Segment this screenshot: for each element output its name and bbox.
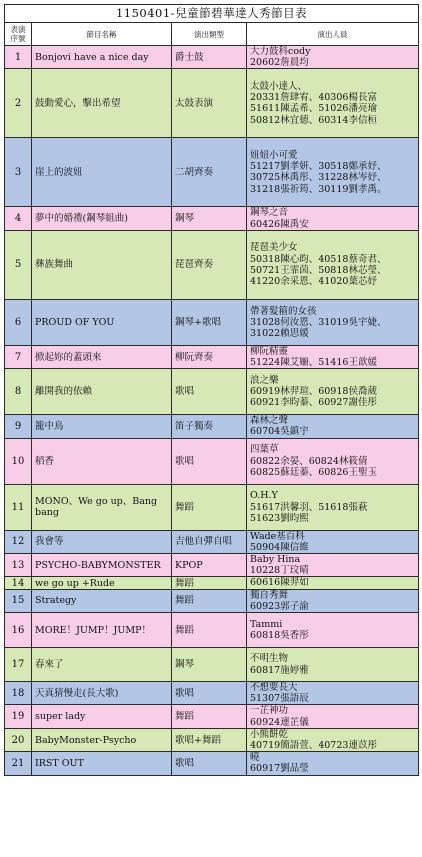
table-row [5, 415, 419, 438]
performers-cell [247, 530, 419, 553]
performer-line: 51224陳艾姍、51416王歆媛 [250, 357, 377, 369]
performers-cell [247, 728, 419, 751]
performer-line: 60921李昀蓁、60927謝佳彤 [250, 397, 377, 409]
header-no: 表演序號 [5, 23, 32, 46]
table-row [5, 46, 419, 69]
program-name: 春來了 [32, 648, 172, 682]
row-number: 15 [5, 589, 32, 612]
table-row [5, 752, 419, 775]
table-row [5, 705, 419, 728]
header-type: 演出類型 [172, 23, 247, 46]
performer-line: 30725林禹彤、31228林岑妤、 [250, 172, 387, 184]
table-row [5, 69, 419, 138]
performer-line: 10228丁玟晴 [250, 565, 309, 577]
row-number: 13 [5, 554, 32, 577]
performance-type: 歌唱 [172, 682, 247, 705]
performer-line: 40719簡語萱、40723連苡彤 [250, 740, 377, 752]
performers-cell [247, 682, 419, 705]
performers-cell [247, 705, 419, 728]
program-name: super lady [32, 705, 172, 728]
table-row [5, 554, 419, 577]
performers-cell [247, 69, 419, 138]
performer-line: Wade基百科 [250, 530, 305, 542]
performers-cell [247, 589, 419, 612]
program-sheet [4, 4, 418, 776]
header-performers: 演出人員 [247, 23, 419, 46]
performer-line: O.H.Y [250, 490, 278, 502]
performer-line: 50318陳心昀、40518蔡奇君、 [250, 253, 387, 265]
program-name: 彝族舞曲 [32, 230, 172, 299]
row-number: 6 [5, 299, 32, 345]
performer-line: 不明生物 [250, 653, 289, 665]
performer-line: 60817施婷雅 [250, 664, 309, 676]
table-row [5, 577, 419, 589]
performer-line: 四葉草 [250, 444, 279, 456]
performers-cell [247, 345, 419, 368]
performance-type: 吉他自彈自唱 [172, 530, 247, 553]
performance-type: 舞蹈 [172, 577, 247, 589]
performance-type: 歌唱 [172, 438, 247, 484]
performers-cell [247, 438, 419, 484]
table-row [5, 345, 419, 368]
table-row [5, 230, 419, 299]
performers-cell [247, 46, 419, 69]
performer-line: 51623劉昀熙 [250, 512, 309, 524]
program-name: 崖上的波妞 [32, 138, 172, 207]
performer-line: 60825蘇廷蓁、60826王聖玉 [250, 466, 377, 478]
program-name: IRST OUT [32, 752, 172, 775]
performer-line: 太鼓小達人、 [250, 81, 308, 92]
table-row [5, 728, 419, 751]
performers-cell [247, 484, 419, 530]
performers-cell [247, 648, 419, 682]
program-name: 掀起妳的蓋頭來 [32, 345, 172, 368]
table-row [5, 369, 419, 415]
row-number: 19 [5, 705, 32, 728]
performance-type: 爵士鼓 [172, 46, 247, 69]
program-name: 離開我的依賴 [32, 369, 172, 415]
table-row [5, 484, 419, 530]
performance-type: 二胡齊奏 [172, 138, 247, 207]
program-name: PSYCHO-BABYMONSTER [32, 554, 172, 577]
performer-line: 51217劉孝妍、30518鄭承妤、 [250, 161, 387, 173]
performance-type: KPOP [172, 554, 247, 577]
row-number: 14 [5, 577, 32, 589]
row-number: 18 [5, 682, 32, 705]
performers-cell [247, 415, 419, 438]
table-row [5, 530, 419, 553]
performer-line: 51611陳孟希、51026潘亮瑜 [250, 103, 377, 115]
performer-line: 20331詹肆宥、40306楊長富 [250, 92, 377, 104]
program-name: MORE！JUMP！JUMP！ [32, 613, 172, 648]
performers-cell [247, 577, 419, 589]
performance-type: 舞蹈 [172, 589, 247, 612]
performer-line: 曉 [250, 752, 260, 764]
performer-line: 浪之樂 [250, 374, 279, 386]
performer-line: 小熊餅乾 [250, 728, 289, 740]
performance-type: 歌唱+舞蹈 [172, 728, 247, 751]
performer-line: 60917劉品瑩 [250, 763, 309, 775]
performer-line: 鋼琴之音 [250, 207, 289, 219]
performer-line: Tammi [250, 618, 283, 630]
table-row [5, 682, 419, 705]
performers-cell [247, 207, 419, 230]
performer-line: 41220余采恩、41020葉芯妤 [250, 276, 377, 288]
performer-line: 60923郭子渝 [250, 600, 309, 612]
program-name: 稻香 [32, 438, 172, 484]
row-number: 1 [5, 46, 32, 69]
performer-line: 大力鼓科cody [250, 46, 311, 57]
performer-line: 獨自秀舞 [250, 589, 289, 601]
performance-type: 柳阮齊奏 [172, 345, 247, 368]
program-name: PROUD OF YOU [32, 299, 172, 345]
performer-line: 60924連芷儀 [250, 716, 309, 728]
table-title: 1150401-兒童節碧華達人秀節目表 [5, 5, 419, 23]
row-number: 7 [5, 345, 32, 368]
performer-line: 柳阮精靈 [250, 345, 289, 357]
performer-line: 帶著髮箍的女孩 [250, 305, 317, 317]
performer-line: 31028何汝恩、31019吳宇婕、 [250, 316, 387, 328]
table-row [5, 589, 419, 612]
performance-type: 琵琶齊奏 [172, 230, 247, 299]
performer-line: 一芷神功 [250, 705, 289, 717]
performance-type: 鋼琴 [172, 207, 247, 230]
performance-type: 笛子獨奏 [172, 415, 247, 438]
performer-line: 50904陳信維 [250, 541, 309, 553]
program-name: 天真猜慢走(長大歌) [32, 682, 172, 705]
row-number: 2 [5, 69, 32, 138]
row-number: 16 [5, 613, 32, 648]
performer-line: 60426陳禹安 [250, 218, 309, 230]
performance-type: 歌唱 [172, 369, 247, 415]
program-name: 籠中鳥 [32, 415, 172, 438]
performer-line: 60919林羿瑄、60918侯喬葳 [250, 386, 377, 398]
performance-type: 舞蹈 [172, 484, 247, 530]
performers-cell [247, 138, 419, 207]
performers-cell [247, 299, 419, 345]
performer-line: 51617洪馨羽、51618張萩 [250, 501, 368, 513]
program-name: we go up +Rude [32, 577, 172, 589]
performer-line: 60704吳鎮宇 [250, 426, 309, 438]
performer-line: 60822余晏、60824林筱倩 [250, 455, 368, 467]
program-name: Strategy [32, 589, 172, 612]
row-number: 12 [5, 530, 32, 553]
table-row [5, 438, 419, 484]
performance-type: 鋼琴 [172, 648, 247, 682]
performer-line: 31022賴思媛 [250, 327, 309, 339]
program-name: BabyMonster-Psycho [32, 728, 172, 751]
performers-cell [247, 613, 419, 648]
row-number: 20 [5, 728, 32, 751]
program-table [4, 4, 419, 776]
performer-line: 31218張祈筠、30119劉孝禹。 [250, 183, 387, 195]
program-name: Bonjovi have a nice day [32, 46, 172, 69]
performers-cell [247, 230, 419, 299]
row-number: 8 [5, 369, 32, 415]
row-number: 5 [5, 230, 32, 299]
performer-line: 20602詹晨均 [250, 57, 309, 69]
row-number: 10 [5, 438, 32, 484]
performer-line: 不想要長大 [250, 682, 298, 694]
program-name: 夢中的婚禮(鋼琴組曲) [32, 207, 172, 230]
performers-cell [247, 752, 419, 775]
performance-type: 舞蹈 [172, 613, 247, 648]
performer-line: 50721王霏茵、50818林芯瑩、 [250, 264, 387, 276]
performers-cell [247, 554, 419, 577]
performance-type: 舞蹈 [172, 705, 247, 728]
title-row [5, 5, 419, 23]
row-number: 17 [5, 648, 32, 682]
performance-type: 太鼓表演 [172, 69, 247, 138]
performer-line: 森林之聲 [250, 415, 289, 427]
performer-line: 60818吳香彤 [250, 630, 309, 642]
row-number: 3 [5, 138, 32, 207]
header-row [5, 23, 419, 46]
performer-line: 琵琶美少女 [250, 242, 298, 254]
table-row [5, 138, 419, 207]
row-number: 21 [5, 752, 32, 775]
performer-line: Baby Hina [250, 554, 301, 566]
table-row [5, 207, 419, 230]
row-number: 9 [5, 415, 32, 438]
program-name: 我會等 [32, 530, 172, 553]
performers-cell [247, 369, 419, 415]
table-row [5, 613, 419, 648]
program-name: 鼓動愛心，擊出希望 [32, 69, 172, 138]
performance-type: 鋼琴+歌唱 [172, 299, 247, 345]
performance-type: 歌唱 [172, 752, 247, 775]
performer-line: 51307張語辰 [250, 693, 309, 705]
row-number: 11 [5, 484, 32, 530]
performer-line: 妞妞小可愛 [250, 150, 298, 161]
performer-line: 50812林宜德、60314李信桓 [250, 114, 377, 126]
table-row [5, 648, 419, 682]
header-name: 節目名稱 [32, 23, 172, 46]
performer-line: 60616陳羿如 [250, 577, 309, 589]
row-number: 4 [5, 207, 32, 230]
program-name: MONO、We go up、Bang bang [32, 484, 172, 530]
table-row [5, 299, 419, 345]
